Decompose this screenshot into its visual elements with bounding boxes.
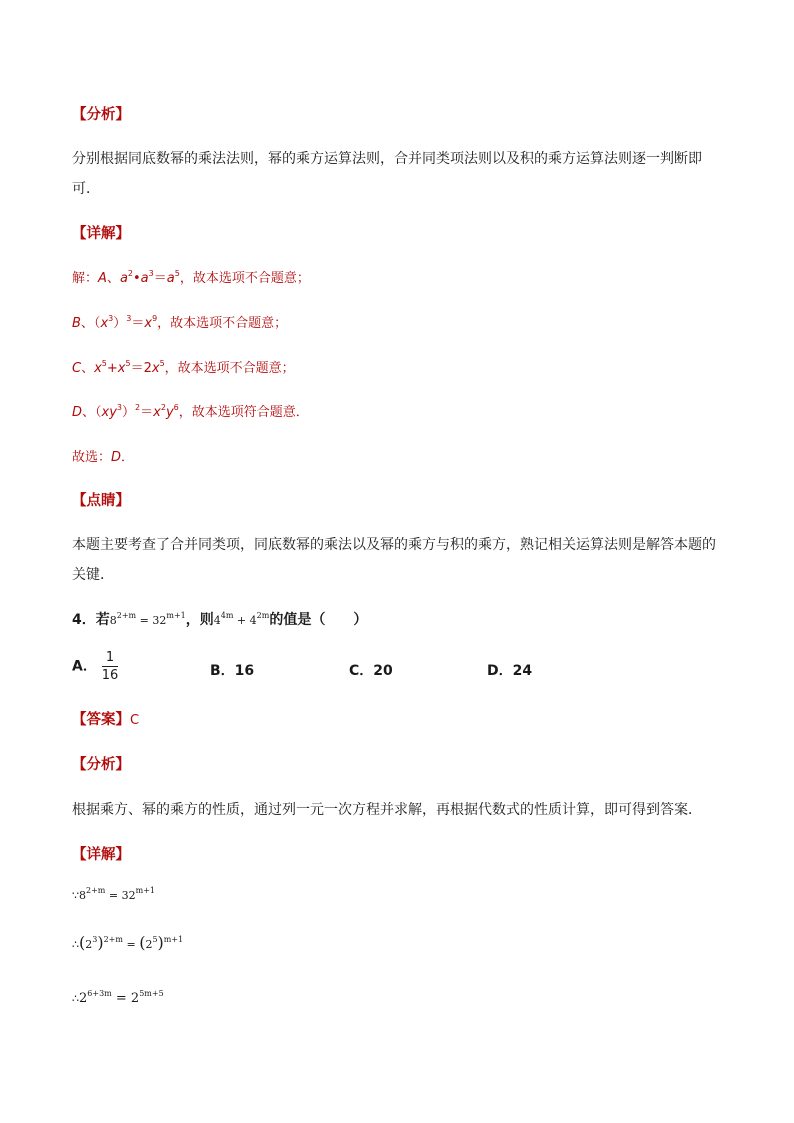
separator: 、（ <box>82 405 102 420</box>
exponent: 2m <box>256 611 270 620</box>
outer-exponent: 3 <box>126 314 132 323</box>
outer-exponent: 2 <box>135 403 141 412</box>
result-exponent: 5 <box>159 359 165 368</box>
fraction-denominator: 16 <box>101 668 119 683</box>
detail-heading: 【详解】 <box>72 226 130 242</box>
exponent: 4m <box>220 611 234 620</box>
result-exponent: 9 <box>152 314 158 323</box>
choice-label: D <box>111 450 122 465</box>
base: 8 <box>109 614 117 627</box>
detail4-heading: 【详解】 <box>72 847 130 863</box>
open-paren: ( <box>139 933 146 952</box>
equals-rhs: = 32 <box>136 614 167 627</box>
separator: 、（ <box>80 316 101 331</box>
term-exponent: 5 <box>101 359 107 368</box>
condition-equation <box>109 611 186 627</box>
exponent: 2+m <box>86 886 106 895</box>
equals: = <box>122 938 140 951</box>
question-number: 4．若 <box>72 612 110 628</box>
option-a-label: A． <box>72 658 97 675</box>
result-exponent: 5 <box>174 269 180 278</box>
result-base: y <box>165 405 174 420</box>
close-paren: ) <box>97 933 104 952</box>
term-exponent: 5 <box>125 359 131 368</box>
equals-rhs: = 32 <box>105 889 136 902</box>
exponent: 2+m <box>116 611 137 620</box>
equals: ＝ <box>140 405 154 420</box>
outer-exponent: 2+m <box>103 935 123 944</box>
result-base: x <box>153 405 161 420</box>
answer-line <box>72 708 139 729</box>
exponent: 5m+5 <box>139 989 164 998</box>
detail-line-d <box>72 401 309 420</box>
choice-prefix: 故选： <box>72 450 112 465</box>
base: 8 <box>79 889 86 902</box>
equals: ＝ <box>131 316 145 331</box>
dot-operator: • <box>133 271 141 286</box>
analysis4-text: 根据乘方、幂的乘方的性质，通过列一元一次方程并求解，再根据代数式的性质计算，即可得到答案． <box>72 802 702 818</box>
result-exponent: 6 <box>173 403 179 412</box>
option-d[interactable]: D．24 <box>487 663 533 679</box>
equals: ＝2 <box>130 361 152 376</box>
inner-exponent: 3 <box>116 403 123 412</box>
option-a-fraction <box>102 650 119 683</box>
term-base: x <box>117 361 126 376</box>
result-base: a <box>166 271 175 286</box>
option-label-b: B <box>72 316 81 331</box>
option-label-d: D <box>72 405 83 420</box>
term-base: a <box>119 271 128 286</box>
base: 2 <box>145 938 153 951</box>
equals: ＝ <box>153 271 167 286</box>
comment-heading: 【点睛】 <box>72 493 130 509</box>
open-paren: ( <box>79 933 86 952</box>
verdict-text: ，故本选项符合题意． <box>178 405 309 420</box>
separator: 、 <box>106 271 120 286</box>
analysis4-heading: 【分析】 <box>72 757 130 773</box>
base: 2 <box>85 938 93 951</box>
plus-operator: + <box>106 361 118 376</box>
question-tail: 的值是（ ） <box>269 612 368 628</box>
exponent: 6+3m <box>87 989 112 998</box>
separator: 、 <box>81 361 95 376</box>
close-paren: ) <box>157 933 164 952</box>
answer-value: C <box>130 713 140 728</box>
question-connector: ，则 <box>185 612 214 628</box>
detail-choice <box>72 446 134 465</box>
inner-exponent: 5 <box>152 935 158 944</box>
equals-rhs: = 2 <box>111 991 140 1006</box>
detail4-line2 <box>72 933 183 952</box>
term-base: a <box>140 271 149 286</box>
term-base: x <box>100 316 109 331</box>
close-paren: ） <box>122 405 136 420</box>
result-exponent: 2 <box>160 403 166 412</box>
analysis-text-line1: 分别根据同底数幂的乘法法则，幂的乘方运算法则，合并同类项法则以及积的乘方运算法则逐一判断即 <box>72 151 702 167</box>
answer-heading: 【答案】 <box>72 712 130 728</box>
option-label-c: C <box>72 361 82 376</box>
plus-term: + 4 <box>233 614 257 627</box>
exponent: m+1 <box>135 886 155 895</box>
analysis-heading: 【分析】 <box>72 107 130 123</box>
question-4 <box>72 609 367 629</box>
term-exponent: 3 <box>148 269 154 278</box>
detail-prefix: 解： <box>72 271 99 286</box>
base: 4 <box>213 614 221 627</box>
detail-line-a <box>72 267 310 286</box>
term-base: xy <box>101 405 117 420</box>
term-exponent: 2 <box>127 269 133 278</box>
base: 2 <box>79 991 88 1006</box>
choice-tail: ． <box>121 450 135 465</box>
inner-exponent: 3 <box>108 314 114 323</box>
therefore-symbol: ∴ <box>72 992 79 1005</box>
detail-line-c <box>72 357 295 376</box>
detail4-line1 <box>72 886 155 902</box>
term-base: x <box>94 361 102 376</box>
analysis-text-line2: 可． <box>72 181 100 197</box>
fraction-numerator: 1 <box>102 650 119 667</box>
result-base: x <box>151 361 160 376</box>
exponent: m+1 <box>166 611 186 620</box>
option-b[interactable]: B．16 <box>210 663 255 679</box>
verdict-text: ，故本选项不合题意； <box>157 316 288 331</box>
comment-text-line1: 本题主要考查了合并同类项，同底数幂的乘法以及幂的乘方与积的乘方，熟记相关运算法则是解答本题的 <box>72 537 716 553</box>
close-paren: ） <box>113 316 127 331</box>
outer-exponent: m+1 <box>163 935 184 944</box>
target-expression <box>213 611 270 627</box>
detail-line-b <box>72 312 287 331</box>
verdict-text: ，故本选项不合题意； <box>164 361 295 376</box>
option-c[interactable]: C．20 <box>349 663 393 679</box>
option-label-a: A <box>98 271 107 286</box>
comment-text-line2: 关键． <box>72 567 114 583</box>
detail4-line3 <box>72 991 164 1006</box>
result-base: x <box>144 316 153 331</box>
inner-exponent: 3 <box>92 935 98 944</box>
therefore-symbol: ∴ <box>72 938 79 951</box>
because-symbol: ∵ <box>72 889 79 902</box>
verdict-text: ，故本选项不合题意； <box>179 271 310 286</box>
option-a[interactable] <box>72 650 118 683</box>
